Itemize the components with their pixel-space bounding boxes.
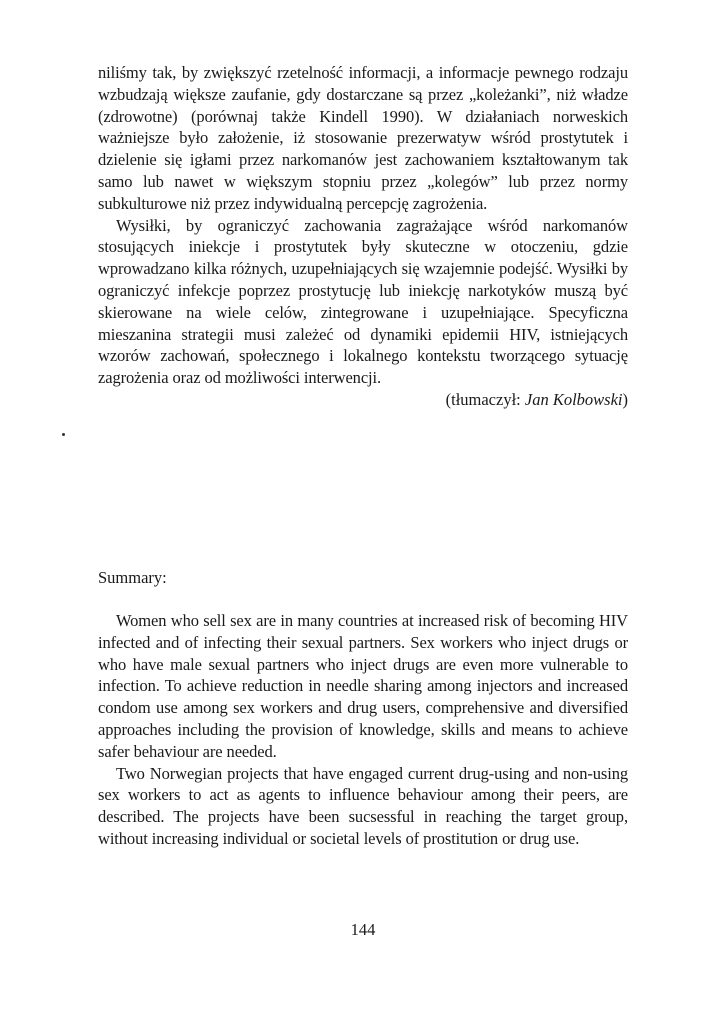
translator-prefix: (tłumaczył:: [445, 389, 525, 409]
polish-paragraph-2: Wysiłki, by ograniczyć zachowania zagrażające wśród narkomanów stosujących iniekcje i prostytutek były skuteczne w otoczeniu, gdzie wprowadzano kilka różnych, uzupełniających się wzajemnie podejść. Wysiłki by ograniczyć infekcje poprzez prostytucję lub iniekcję narkotyków muszą być skierowane na wiele celów, zintegrowane i uzupełniające. Specyficzna mieszanina strategii musi zależeć od dynamiki epidemii HIV, istniejących wzorów zachowań, społecznego i lokalnego kontekstu tworzącego sytuację zagrożenia oraz od możliwości interwencji.: [98, 215, 628, 388]
polish-paragraph-1: niliśmy tak, by zwiększyć rzetelność informacji, a informacje pewnego rodzaju wzbudzają większe zaufanie, gdy dostarczane są przez „koleżanki”, niż władze (zdrowotne) (porównaj także Kindell 1990). W działaniach norweskich ważniejsze było założenie, iż stosowanie prezerwatyw wśród prostytutek i dzielenie się igłami przez narkomanów jest zachowaniem kształtowanym tak samo lub nawet w większym stopniu przez „kolegów” lub przez normy subkulturowe niż przez indywidualną percepcję zagrożenia.: [98, 63, 628, 213]
translator-name: Jan Kolbowski: [524, 389, 623, 409]
summary-block: [98, 610, 628, 850]
margin-dot: [62, 433, 65, 436]
summary-heading: Summary:: [98, 568, 167, 587]
page-number: 144: [350, 920, 376, 939]
translator-suffix: ): [622, 389, 628, 409]
summary-paragraph-1: Women who sell sex are in many countries at increased risk of becoming HIV infected and of infecting their sexual partners. Sex workers who inject drugs or who have male sexual partners who inject drugs are even more vulnerable to infection. To achieve reduction in needle sharing among injectors and increased condom use among sex workers and drug users, comprehensive and diversified approaches including the provision of knowledge, skills and means to achieve safer behaviour are needed.: [98, 611, 628, 761]
summary-paragraph-2: Two Norwegian projects that have engaged current drug-using and non-using sex workers to act as agents to influence behaviour among their peers, are described. The projects have been sucsessful in reaching the target group, without increasing individual or societal levels of prostitution or drug use.: [98, 763, 628, 848]
translator-credit: [98, 389, 628, 411]
page-content: [98, 62, 628, 939]
